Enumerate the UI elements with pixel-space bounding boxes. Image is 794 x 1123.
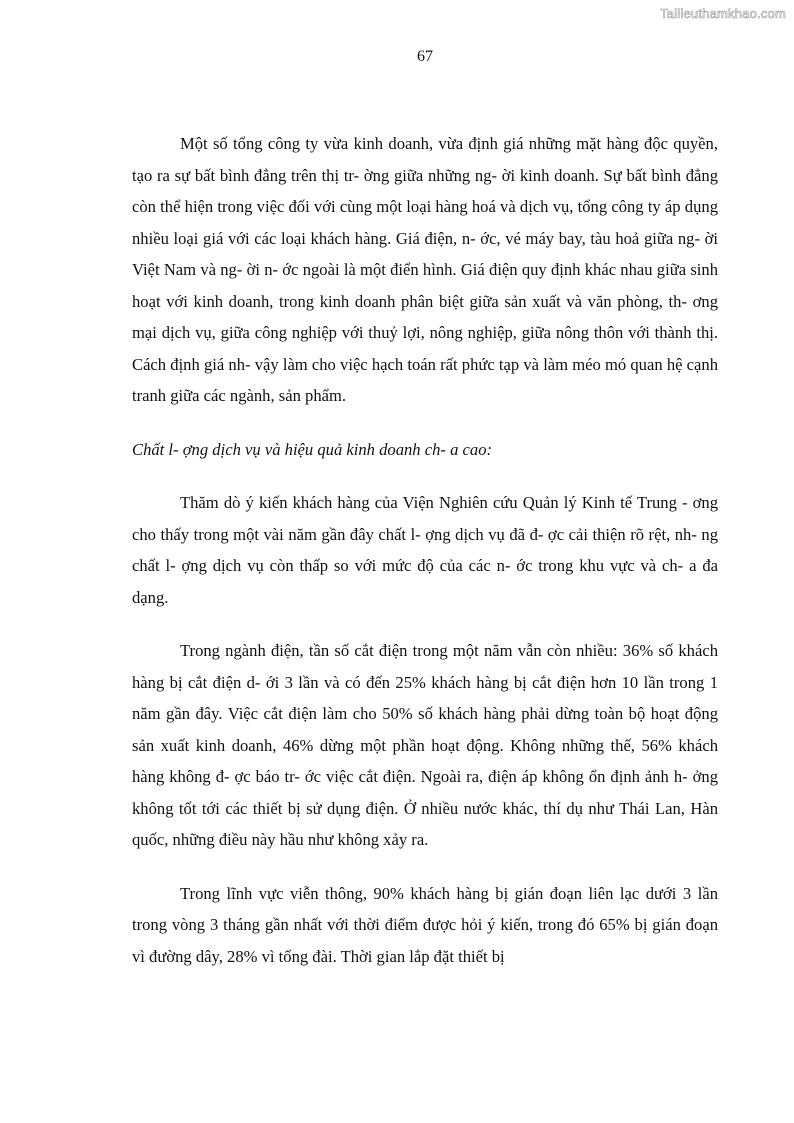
section-heading: Chất l- ợng dịch vụ và hiệu quả kinh doanh ch- a cao: (132, 439, 493, 459)
paragraph-1: Một số tổng công ty vừa kinh doanh, vừa định giá những mặt hàng độc quyền, tạo ra sự bất bình đẳng trên thị tr- ờng giữa những ng- ời kinh doanh. Sự bất bình đẳng còn thể hiện trong việc đối với cùng một loại hàng hoá và dịch vụ, tổng công ty áp dụng nhiều loại giá với các loại khách hàng. Giá điện, n- ớc, vé máy bay, tàu hoả giữa ng- ời Việt Nam và ng- ời n- ớc ngoài là một điển hình. Giá điện quy định khác nhau giữa sinh hoạt với kinh doanh, trong kinh doanh phân biệt giữa sản xuất và văn phòng, th- ơng mại dịch vụ, giữa công nghiệp với thuỷ lợi, nông nghiệp, giữa nông thôn với thành thị. Cách định giá nh- vậy làm cho việc hạch toán rất phức tạp và làm méo mó quan hệ cạnh tranh giữa các ngành, sản phẩm. (132, 134, 718, 405)
paragraph-2: Thăm dò ý kiến khách hàng của Viện Nghiên cứu Quản lý Kinh tế Trung - ơng cho thấy trong một vài năm gần đây chất l- ợng dịch vụ đã đ- ợc cải thiện rõ rệt, nh- ng chất l- ợng dịch vụ còn thấp so với mức độ của các n- ớc trong khu vực và ch- a đa dạng. (132, 493, 718, 607)
paragraph-3: Trong ngành điện, tần số cắt điện trong một năm vẫn còn nhiều: 36% số khách hàng bị cắt điện d- ới 3 lần và có đến 25% khách hàng bị cắt điện hơn 10 lần trong 1 năm gần đây. Việc cắt điện làm cho 50% số khách hàng phải dừng toàn bộ hoạt động sản xuất kinh doanh, 46% dừng một phần hoạt động. Không những thế, 56% khách hàng không đ- ợc báo tr- ớc việc cắt điện. Ngoài ra, điện áp không ổn định ảnh h- ởng không tốt tới các thiết bị sử dụng điện. Ở nhiều nước khác, thí dụ như Thái Lan, Hàn quốc, những điều này hầu như không xảy ra. (132, 641, 718, 849)
watermark: Tailieuthamkhao.com (660, 6, 786, 21)
paragraph-4: Trong lĩnh vực viễn thông, 90% khách hàng bị gián đoạn liên lạc dưới 3 lần trong vòng 3 tháng gần nhất với thời điểm được hỏi ý kiến, trong đó 65% bị gián đoạn vì đường dây, 28% vì tổng đài. Thời gian lắp đặt thiết bị (132, 883, 718, 966)
page-body (132, 128, 718, 972)
page-number: 67 (417, 48, 433, 65)
